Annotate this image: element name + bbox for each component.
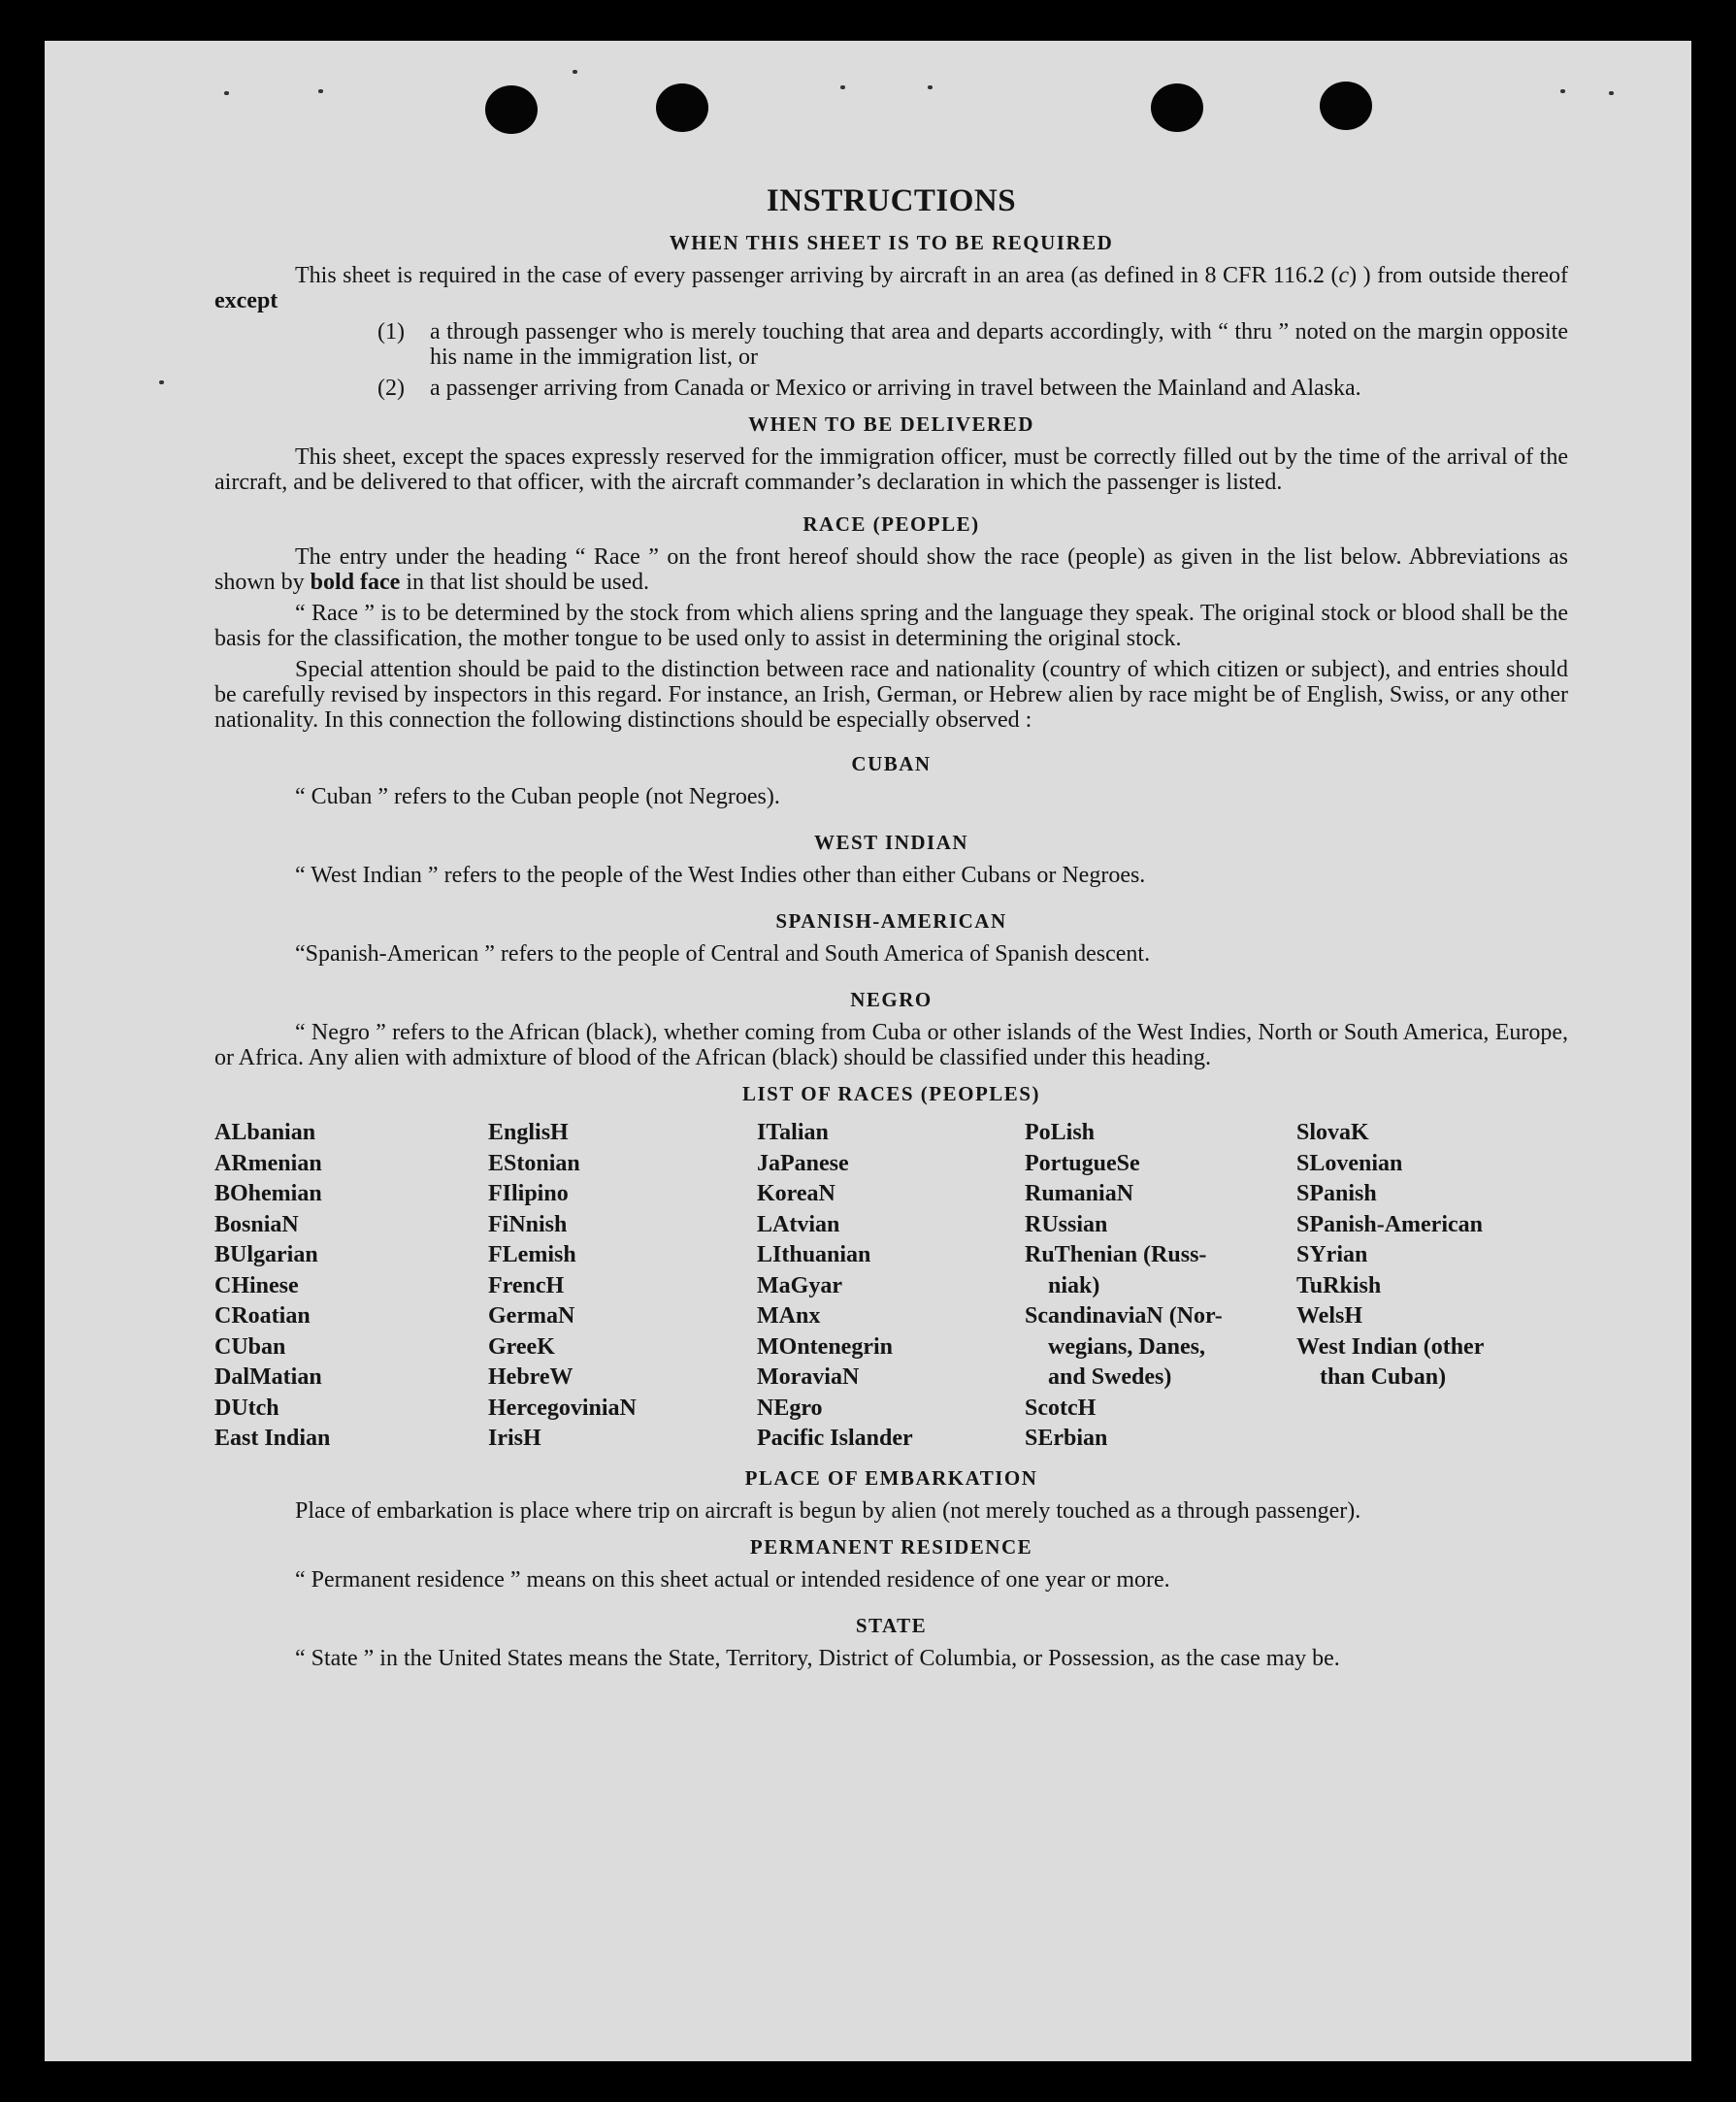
race-entry: SlovaK bbox=[1296, 1120, 1369, 1145]
race-entry: DUtch bbox=[214, 1395, 279, 1421]
punch-hole bbox=[656, 83, 708, 132]
document-page bbox=[45, 41, 1691, 2061]
heading-permanent-residence: PERMANENT RESIDENCE bbox=[749, 1534, 1033, 1559]
race-entry: PoLish bbox=[1025, 1120, 1096, 1145]
races-list bbox=[214, 1118, 1568, 1455]
heading-when-delivered: WHEN TO BE DELIVERED bbox=[748, 412, 1034, 436]
paragraph-west-indian: “ West Indian ” refers to the people of the West Indies other than either Cubans or Negroes. bbox=[295, 863, 1146, 888]
list-item: (1) a through passenger who is merely touching that area and departs accordingly, with “ thru ” noted on the margin opposite his name in the immigration list, or bbox=[377, 319, 1568, 370]
heading-race: RACE (PEOPLE) bbox=[802, 512, 980, 536]
race-entry: DalMatian bbox=[214, 1364, 322, 1390]
races-column bbox=[1296, 1118, 1539, 1455]
punch-hole bbox=[485, 85, 538, 134]
race-entry: HercegoviniaN bbox=[488, 1395, 637, 1421]
race-entry: East Indian bbox=[214, 1426, 331, 1451]
race-entry: BosniaN bbox=[214, 1211, 299, 1237]
heading-embarkation: PLACE OF EMBARKATION bbox=[744, 1465, 1038, 1490]
heading-west-indian: WEST INDIAN bbox=[813, 831, 969, 854]
paragraph-negro: “ Negro ” refers to the African (black), whether coming from Cuba or other islands of the West Indies, North or South America, Europe, or Africa. Any alien with admixture of blood of the African (black) should be classified under this heading. bbox=[214, 1020, 1568, 1070]
race-entry: JaPanese bbox=[757, 1150, 849, 1176]
paragraph-when-delivered: This sheet, except the spaces expressly reserved for the immigration officer, must be correctly filled out by the time of the arrival of the aircraft, and be delivered to that officer, with the aircraft commander’s declaration in which the passenger is listed. bbox=[214, 444, 1568, 495]
paragraph-embarkation: Place of embarkation is place where trip on aircraft is begun by alien (not merely touched as a through passenger). bbox=[295, 1497, 1361, 1524]
speck bbox=[1609, 91, 1614, 95]
race-entry: CRoatian bbox=[214, 1303, 311, 1329]
race-entry: PortugueSe bbox=[1025, 1150, 1140, 1176]
speck bbox=[840, 85, 845, 89]
race-entry: RuThenian (Russ- bbox=[1025, 1242, 1207, 1267]
race-entry: FIlipino bbox=[488, 1181, 569, 1206]
race-entry: RumaniaN bbox=[1025, 1181, 1134, 1206]
race-entry: ARmenian bbox=[214, 1150, 322, 1176]
punch-hole bbox=[1151, 83, 1203, 132]
race-entry-continued: niak) bbox=[1048, 1272, 1100, 1298]
speck bbox=[573, 70, 577, 74]
paragraph-race-2: “ Race ” is to be determined by the stock from which aliens spring and the language they speak. The original stock or blood shall be the basis for the classification, the mother tongue to be used only to assist in determining the original stock. bbox=[214, 601, 1568, 651]
speck bbox=[1560, 89, 1565, 93]
paragraph-spanish-american: “Spanish-American ” refers to the people of Central and South America of Spanish descent. bbox=[295, 941, 1151, 967]
race-entry-continued: wegians, Danes, bbox=[1048, 1333, 1206, 1360]
race-entry: LIthuanian bbox=[757, 1242, 871, 1267]
speck bbox=[159, 380, 164, 384]
race-entry: FiNnish bbox=[488, 1211, 568, 1237]
speck bbox=[928, 85, 933, 89]
paragraph-state: “ State ” in the United States means the State, Territory, District of Columbia, or Possession, as the case may be. bbox=[295, 1645, 1340, 1671]
paragraph-race-1: The entry under the heading “ Race ” on the front hereof should show the race (people) as given in the list below. Abbreviations as shown by bold face in that list should be used. bbox=[214, 544, 1568, 595]
page-title: INSTRUCTIONS bbox=[766, 183, 1017, 218]
race-entry: LAtvian bbox=[757, 1211, 840, 1237]
paragraph-cuban: “ Cuban ” refers to the Cuban people (not Negroes). bbox=[295, 784, 780, 809]
race-entry: MAnx bbox=[757, 1303, 821, 1329]
heading-state: STATE bbox=[855, 1613, 928, 1637]
race-entry: IrisH bbox=[488, 1426, 541, 1451]
race-entry: ScotcH bbox=[1025, 1395, 1097, 1421]
race-entry: MaGyar bbox=[757, 1272, 842, 1298]
race-entry: EnglisH bbox=[488, 1120, 569, 1145]
race-entry: TuRkish bbox=[1296, 1272, 1382, 1298]
race-entry: SErbian bbox=[1025, 1426, 1108, 1451]
race-entry: SYrian bbox=[1296, 1242, 1368, 1267]
race-entry: NEgro bbox=[757, 1395, 823, 1421]
race-entry: CHinese bbox=[214, 1272, 299, 1298]
list-item: (2) a passenger arriving from Canada or Mexico or arriving in travel between the Mainland and Alaska. bbox=[377, 376, 1361, 401]
race-entry: FrencH bbox=[488, 1272, 565, 1298]
heading-negro: NEGRO bbox=[850, 988, 933, 1011]
speck bbox=[224, 91, 229, 95]
race-entry: MOntenegrin bbox=[757, 1333, 893, 1360]
race-entry: ScandinaviaN (Nor- bbox=[1025, 1303, 1223, 1329]
race-entry: FLemish bbox=[488, 1242, 576, 1267]
race-entry: SPanish bbox=[1296, 1181, 1377, 1206]
race-entry: GreeK bbox=[488, 1333, 555, 1360]
race-entry: ALbanian bbox=[214, 1120, 316, 1145]
race-entry: BUlgarian bbox=[214, 1242, 318, 1267]
paragraph-permanent-residence: “ Permanent residence ” means on this sheet actual or intended residence of one year or more. bbox=[295, 1566, 1170, 1593]
race-entry: WelsH bbox=[1296, 1303, 1363, 1329]
punch-hole bbox=[1320, 82, 1372, 130]
heading-list-of-races: LIST OF RACES (PEOPLES) bbox=[742, 1082, 1040, 1105]
races-column bbox=[214, 1118, 488, 1455]
paragraph-race-3: Special attention should be paid to the distinction between race and nationality (country of which citizen or subject), and entries should be carefully revised by inspectors in this regard. For instance, an Irish, German, or Hebrew alien by race might be of English, Swiss, or any other nationality. In this connection the following distinctions should be especially observed : bbox=[214, 657, 1568, 733]
races-column bbox=[488, 1118, 757, 1455]
race-entry: SPanish-American bbox=[1296, 1211, 1483, 1237]
heading-spanish-american: SPANISH-AMERICAN bbox=[775, 909, 1007, 933]
race-entry: HebreW bbox=[488, 1364, 573, 1390]
race-entry: EStonian bbox=[488, 1150, 580, 1176]
race-entry: MoraviaN bbox=[757, 1364, 860, 1390]
race-entry: GermaN bbox=[488, 1303, 575, 1329]
heading-cuban: CUBAN bbox=[851, 752, 932, 775]
race-entry-continued: than Cuban) bbox=[1320, 1364, 1447, 1390]
race-entry: KoreaN bbox=[757, 1181, 835, 1206]
heading-when-required: WHEN THIS SHEET IS TO BE REQUIRED bbox=[669, 231, 1114, 254]
speck bbox=[318, 89, 323, 93]
race-entry: Pacific Islander bbox=[757, 1426, 913, 1451]
paragraph-when-required: This sheet is required in the case of every passenger arriving by aircraft in an area (as defined in 8 CFR 116.2 (c) ) from outside thereof except bbox=[214, 263, 1568, 313]
race-entry-continued: and Swedes) bbox=[1048, 1364, 1172, 1390]
races-column bbox=[757, 1118, 1025, 1455]
race-entry: RUssian bbox=[1025, 1211, 1108, 1237]
race-entry: ITalian bbox=[757, 1120, 829, 1145]
races-column bbox=[1025, 1118, 1296, 1455]
race-entry: BOhemian bbox=[214, 1181, 322, 1206]
instructions-content bbox=[214, 143, 1568, 1671]
race-entry: SLovenian bbox=[1296, 1150, 1403, 1176]
race-entry: West Indian (other bbox=[1296, 1333, 1485, 1360]
race-entry: CUban bbox=[214, 1333, 286, 1360]
